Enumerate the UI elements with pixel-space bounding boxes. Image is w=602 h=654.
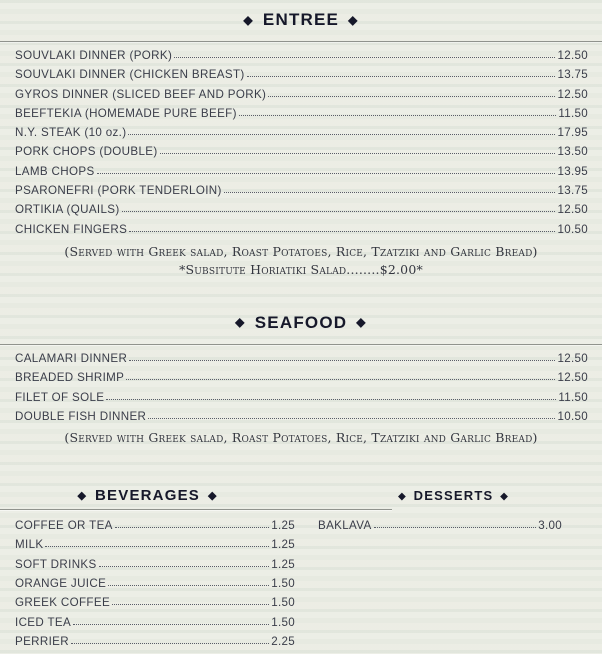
- menu-item-row: [15, 165, 588, 184]
- menu-item-price: 11.50: [558, 106, 588, 120]
- menu-item-row: [15, 558, 295, 577]
- menu-item-price: 1.50: [271, 615, 295, 629]
- dotted-leader: [112, 604, 269, 605]
- diamond-icon: ◆: [500, 490, 509, 501]
- menu-item-price: 1.25: [271, 519, 295, 533]
- dotted-leader: [239, 115, 557, 116]
- desserts-item-list: [318, 519, 562, 538]
- menu-item-row: [15, 635, 295, 654]
- dotted-leader: [106, 399, 556, 400]
- menu-item-label: ORTIKIA (QUAILS): [15, 203, 120, 217]
- menu-item-label: DOUBLE FISH DINNER: [15, 409, 147, 423]
- entree-served-with-note: (Served with Greek salad, Roast Potatoes, Rice, Tzatziki and Garlic Bread): [64, 243, 538, 259]
- menu-item-label: SOUVLAKI DINNER (CHICKEN BREAST): [15, 68, 245, 82]
- menu-item-row: [15, 538, 295, 557]
- dotted-leader: [108, 585, 269, 586]
- diamond-icon: ◆: [398, 490, 407, 501]
- menu-item-row: [15, 616, 295, 635]
- menu-item-price: 12.50: [557, 87, 588, 101]
- seafood-item-list: [0, 352, 602, 429]
- dotted-leader: [148, 418, 555, 419]
- dotted-leader: [122, 211, 556, 212]
- seafood-served-with-note: (Served with Greek salad, Roast Potatoes, Rice, Tzatziki and Garlic Bread): [64, 430, 538, 446]
- menu-item-label: CALAMARI DINNER: [15, 351, 128, 365]
- menu-item-label: N.Y. STEAK (10 oz.): [15, 126, 127, 140]
- menu-item-price: 12.50: [557, 351, 588, 365]
- menu-item-label: PERRIER: [15, 634, 69, 648]
- dotted-leader: [115, 527, 269, 528]
- dotted-leader: [174, 57, 555, 58]
- diamond-icon: ◆: [235, 315, 246, 330]
- menu-item-label: FILET OF SOLE: [15, 390, 105, 404]
- beverages-item-list: [0, 519, 295, 654]
- menu-item-price: 1.25: [271, 557, 295, 571]
- menu-item-row: [15, 68, 588, 87]
- menu-item-label: SOUVLAKI DINNER (PORK): [15, 49, 173, 62]
- dotted-leader: [160, 153, 556, 154]
- dotted-leader: [71, 643, 269, 644]
- diamond-icon: ◆: [208, 489, 218, 502]
- dotted-leader: [97, 173, 556, 174]
- menu-item-label: BEEFTEKIA (HOMEMADE PURE BEEF): [15, 106, 237, 120]
- menu-item-label: BREADED SHRIMP: [15, 371, 125, 385]
- menu-item-row: [15, 391, 588, 410]
- dotted-leader: [268, 96, 555, 97]
- menu-item-price: 13.75: [557, 184, 588, 198]
- menu-item-label: MILK: [15, 538, 44, 552]
- dotted-leader: [99, 566, 270, 567]
- menu-item-price: 10.50: [557, 222, 588, 236]
- menu-item-label: ICED TEA: [15, 615, 72, 629]
- menu-item-price: 13.50: [557, 145, 588, 159]
- menu-item-label: CHICKEN FINGERS: [15, 222, 128, 236]
- entree-title: ENTREE: [262, 10, 340, 29]
- dotted-leader: [129, 231, 555, 232]
- menu-item-price: 13.95: [557, 164, 588, 178]
- section-divider-rule: [0, 41, 602, 42]
- dotted-leader: [224, 192, 556, 193]
- dotted-leader: [126, 379, 555, 380]
- bottom-columns: [0, 519, 602, 654]
- dotted-leader: [247, 76, 556, 77]
- menu-item-price: 3.00: [538, 519, 562, 533]
- menu-item-row: [15, 223, 588, 242]
- menu-item-price: 2.25: [271, 634, 295, 648]
- menu-item-row: [15, 371, 588, 390]
- bottom-two-column-area: [0, 485, 602, 654]
- diamond-icon: ◆: [77, 489, 87, 502]
- menu-item-price: 10.50: [557, 409, 588, 423]
- menu-item-row: [15, 352, 588, 371]
- menu-item-row: [15, 410, 588, 429]
- menu-item-row: [318, 519, 562, 538]
- menu-item-row: [15, 126, 588, 145]
- menu-item-price: 13.75: [557, 68, 588, 82]
- diamond-icon: ◆: [348, 12, 359, 27]
- menu-item-label: BAKLAVA: [318, 519, 372, 533]
- diamond-icon: ◆: [356, 315, 367, 330]
- menu-item-row: [15, 49, 588, 68]
- menu-item-label: PSARONEFRI (PORK TENDERLOIN): [15, 184, 222, 198]
- menu-item-label: SOFT DRINKS: [15, 557, 97, 571]
- menu-item-price: 1.50: [271, 596, 295, 610]
- dotted-leader: [73, 624, 269, 625]
- dotted-leader: [128, 134, 555, 135]
- menu-item-price: 12.50: [557, 371, 588, 385]
- menu-item-label: GREEK COFFEE: [15, 596, 111, 610]
- dotted-leader: [45, 546, 269, 547]
- menu-item-row: [15, 184, 588, 203]
- entree-item-list: [0, 49, 602, 242]
- menu-item-row: [15, 145, 588, 164]
- menu-item-price: 11.50: [558, 390, 588, 404]
- menu-item-row: [15, 577, 295, 596]
- section-divider-rule: [0, 509, 392, 510]
- diamond-icon: ◆: [243, 12, 254, 27]
- menu-item-price: 17.95: [557, 126, 588, 140]
- dotted-leader: [129, 360, 555, 361]
- section-divider-rule: [0, 344, 602, 345]
- menu-item-row: [15, 107, 588, 126]
- menu-item-row: [15, 88, 588, 107]
- beverages-section-header: [0, 485, 295, 508]
- menu-item-row: [15, 596, 295, 615]
- menu-item-label: COFFEE OR TEA: [15, 519, 113, 533]
- menu-item-row: [15, 203, 588, 222]
- menu-item-price: 12.50: [557, 203, 588, 217]
- desserts-title: DESSERTS: [413, 488, 494, 504]
- entree-section-header: [0, 0, 602, 32]
- menu-item-label: LAMB CHOPS: [15, 164, 95, 178]
- menu-item-label: GYROS DINNER (SLICED BEEF AND PORK): [15, 87, 267, 101]
- menu-item-label: PORK CHOPS (DOUBLE): [15, 145, 158, 159]
- entree-substitute-note: *Subsitute Horiatiki Salad........$2.00*: [179, 261, 423, 277]
- menu-item-price: 1.50: [271, 577, 295, 591]
- desserts-section-header: [295, 485, 602, 508]
- dotted-leader: [374, 527, 537, 528]
- menu-item-row: [15, 519, 295, 538]
- seafood-title: SEAFOOD: [254, 312, 348, 332]
- menu-item-price: 12.50: [557, 49, 588, 62]
- beverages-title: BEVERAGES: [95, 487, 200, 505]
- menu-item-label: ORANGE JUICE: [15, 577, 107, 591]
- seafood-section-header: [0, 312, 602, 335]
- menu-item-price: 1.25: [271, 538, 295, 552]
- bottom-section-headers: [0, 485, 602, 508]
